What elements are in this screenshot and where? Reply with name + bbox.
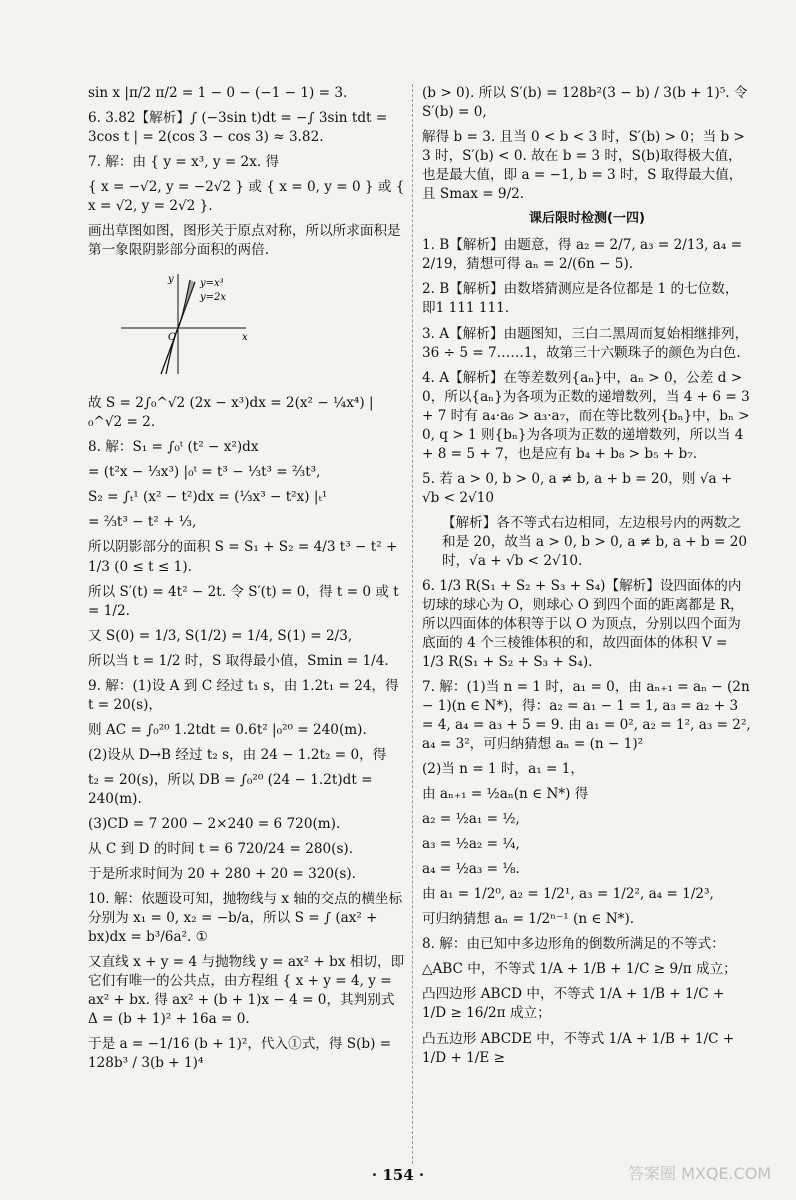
left-para: 9. 解：(1)设 A 到 C 经过 t₁ s，由 1.2t₁ = 24，得 t = 20(s)， xyxy=(88,677,404,713)
right-para: △ABC 中，不等式 1/A + 1/B + 1/C ≥ 9/π 成立； xyxy=(422,961,737,978)
right-para: 6. 1/3 R(S₁ + S₂ + S₃ + S₄)【解析】设四面体的内切球的球心为 O，则球心 O 到四个面的距离都是 R，所以四面体的体积等于以 O 为顶点，分别以四个面为底面的 4 个三棱锥体积的和，故四面体的体积 V = 1/3 R(S₁ + S₂ + S₃ + S₄). xyxy=(422,577,744,670)
right-para: a₃ = ½a₂ = ¼, xyxy=(422,836,520,853)
left-para: (2)设从 D→B 经过 t₂ s，由 24 − 1.2t₂ = 0，得 xyxy=(88,746,387,763)
left-para: 于是 a = −1/16 (b + 1)²，代入①式，得 S(b) = 128b³ / 3(b + 1)⁴ xyxy=(88,1036,396,1072)
curve-label: y=x³ xyxy=(200,278,224,290)
left-para: { x = −√2, y = −2√2 } 或 { x = 0, y = 0 } 或 { x = √2, y = 2√2 }. xyxy=(88,179,409,215)
left-para: 7. 解：由 { y = x³, y = 2x. 得 xyxy=(88,154,280,171)
right-column xyxy=(422,84,756,1140)
left-para: 又 S(0) = 1/3, S(1/2) = 1/4, S(1) = 2/3, xyxy=(88,627,353,644)
right-para: 解得 b = 3. 且当 0 < b < 3 时，S′(b) > 0；当 b > 3 时，S′(b) < 0. 故在 b = 3 时，S(b)取得极大值，也是最大值，即 a = −1, b = 3 时，S 取得最大值，且 Smax = 9/2. xyxy=(422,129,750,203)
left-para: 所以阴影部分的面积 S = S₁ + S₂ = 4/3 t³ − t² + 1/3 (0 ≤ t ≤ 1). xyxy=(88,539,402,575)
watermark-text: 答案圈 MXQE.COM xyxy=(628,1164,772,1183)
right-para: 8. 解：由已知中多边形角的倒数所满足的不等式： xyxy=(422,936,725,953)
right-para: 由 a₁ = 1/2⁰, a₂ = 1/2¹, a₃ = 1/2², a₄ = 1/2³, xyxy=(422,886,714,903)
watermark-logo xyxy=(624,1152,774,1192)
left-para: 于是所求时间为 20 + 280 + 20 = 320(s). xyxy=(88,865,356,882)
left-para: 画出草图如图，图形关于原点对称，所以所求面积是第一象限阴影部分面积的两倍. xyxy=(88,223,401,259)
section-heading: 课后限时检测(一四) xyxy=(529,211,645,227)
right-para: 可归纳猜想 aₙ = 1/2ⁿ⁻¹ (n ∈ N*). xyxy=(422,911,635,928)
line-label: y=2x xyxy=(200,292,227,304)
left-para: sin x |π/2 π/2 = 1 − 0 − (−1 − 1) = 3. xyxy=(88,85,348,101)
right-para: 4. A【解析】在等差数列{aₙ}中，aₙ > 0，公差 d > 0，所以{aₙ}为各项为正数的递增数列，当 4 + 6 = 3 + 7 时有 a₄·a₆ > a₃·a₇，而在等比数列{bₙ}中，bₙ > 0, q > 1 则{bₙ}为各项为正数的递增数列，所以当 4 + 8 = 5 + 7，也是应有 b₄ + b₈ > b₅ + b₇. xyxy=(422,369,755,462)
column-divider xyxy=(412,84,413,1164)
left-para: (3)CD = 7 200 − 2×240 = 6 720(m). xyxy=(88,815,341,832)
right-para: 1. B【解析】由题意，得 a₂ = 2/7, a₃ = 2/13, a₄ = 2/19，猜想可得 aₙ = 2/(6n − 5). xyxy=(422,237,747,273)
right-para: (b > 0). 所以 S′(b) = 128b²(3 − b) / 3(b + 1)⁵. 令 S′(b) = 0, xyxy=(422,85,752,121)
right-para: a₂ = ½a₁ = ½, xyxy=(422,811,520,828)
left-para: = ⅔t³ − t² + ⅓, xyxy=(88,514,197,531)
cubic-line-graph xyxy=(116,270,256,380)
right-para: 由 aₙ₊₁ = ½aₙ(n ∈ N*) 得 xyxy=(422,786,589,803)
left-para: = (t²x − ⅓x³) |₀ᵗ = t³ − ⅓t³ = ⅔t³, xyxy=(88,464,321,481)
y-axis-label: y xyxy=(168,274,174,286)
right-para: 7. 解：(1)当 n = 1 时，a₁ = 0，由 aₙ₊₁ = aₙ − (2n − 1)(n ∈ N*)，得：a₂ = a₁ − 1 = 1, a₃ = a₂ + 3 = 4, a₄ = a₃ + 5 = 9. 由 a₁ = 0², a₂ = 1², a₃ = 2², a₄ = 3²，可归纳猜想 aₙ = (n − 1)² xyxy=(422,679,756,753)
left-para: 8. 解：S₁ = ∫₀ᵗ (t² − x²)dx xyxy=(88,439,259,456)
right-para: 凸五边形 ABCDE 中，不等式 1/A + 1/B + 1/C + 1/D + 1/E ≥ xyxy=(422,1030,739,1066)
page-number: · 154 · xyxy=(371,1166,425,1184)
x-axis-label: x xyxy=(242,332,248,344)
origin-label: O xyxy=(168,332,177,344)
right-para: 2. B【解析】由数塔猜测应是各位都是 1 的七位数，即1 111 111. xyxy=(422,281,739,317)
left-para: 10. 解：依题设可知，抛物线与 x 轴的交点的横坐标分别为 x₁ = 0, x₂ = −b/a，所以 S = ∫ (ax² + bx)dx = b³/6a². ① xyxy=(88,890,403,945)
left-para: 所以当 t = 1/2 时，S 取得最小值，Smin = 1/4. xyxy=(88,652,389,669)
right-para: 【解析】各不等式右边相同，左边根号内的两数之和是 20，故当 a > 0, b > 0, a ≠ b, a + b = 20 时，√a + √b < 2√10. xyxy=(442,514,752,569)
left-para: 又直线 x + y = 4 与抛物线 y = ax² + bx 相切，即它们有唯一的公共点，由方程组 { x + y = 4, y = ax² + bx. 得 ax² + (b + 1)x − 4 = 0，其判别式 Δ = (b + 1)² + 16a = 0. xyxy=(88,954,405,1028)
left-para: 从 C 到 D 的时间 t = 6 720/24 = 280(s). xyxy=(88,840,354,857)
left-para: S₂ = ∫ₜ¹ (x² − t²)dx = (⅓x³ − t²x) |ₜ¹ xyxy=(88,489,328,506)
right-para: 5. 若 a > 0, b > 0, a ≠ b, a + b = 20，则 √a + √b < 2√10 xyxy=(422,470,737,506)
left-para: 故 S = 2∫₀^√2 (2x − x³)dx = 2(x² − ¼x⁴) |₀^√2 = 2. xyxy=(88,395,374,431)
left-para: 所以 S′(t) = 4t² − 2t. 令 S′(t) = 0，得 t = 0 或 t = 1/2. xyxy=(88,583,404,619)
left-column xyxy=(88,84,409,1140)
right-para: 3. A【解析】由题图知，三白二黑周而复始相继排列，36 ÷ 5 = 7……1，故第三十六颗珠子的颜色为白色. xyxy=(422,325,749,361)
left-para: 则 AC = ∫₀²⁰ 1.2tdt = 0.6t² |₀²⁰ = 240(m). xyxy=(88,721,367,738)
right-para: (2)当 n = 1 时，a₁ = 1， xyxy=(422,761,584,778)
left-para: 6. 3.82【解析】∫ (−3sin t)dt = −∫ 3sin tdt = 3cos t | = 2(cos 3 − cos 3) ≈ 3.82. xyxy=(88,110,392,146)
right-para: a₄ = ½a₃ = ⅛. xyxy=(422,861,520,878)
left-para: t₂ = 20(s)，所以 DB = ∫₀²⁰ (24 − 1.2t)dt = 240(m). xyxy=(88,771,377,807)
right-para: 凸四边形 ABCD 中，不等式 1/A + 1/B + 1/C + 1/D ≥ 16/2π 成立； xyxy=(422,986,729,1022)
